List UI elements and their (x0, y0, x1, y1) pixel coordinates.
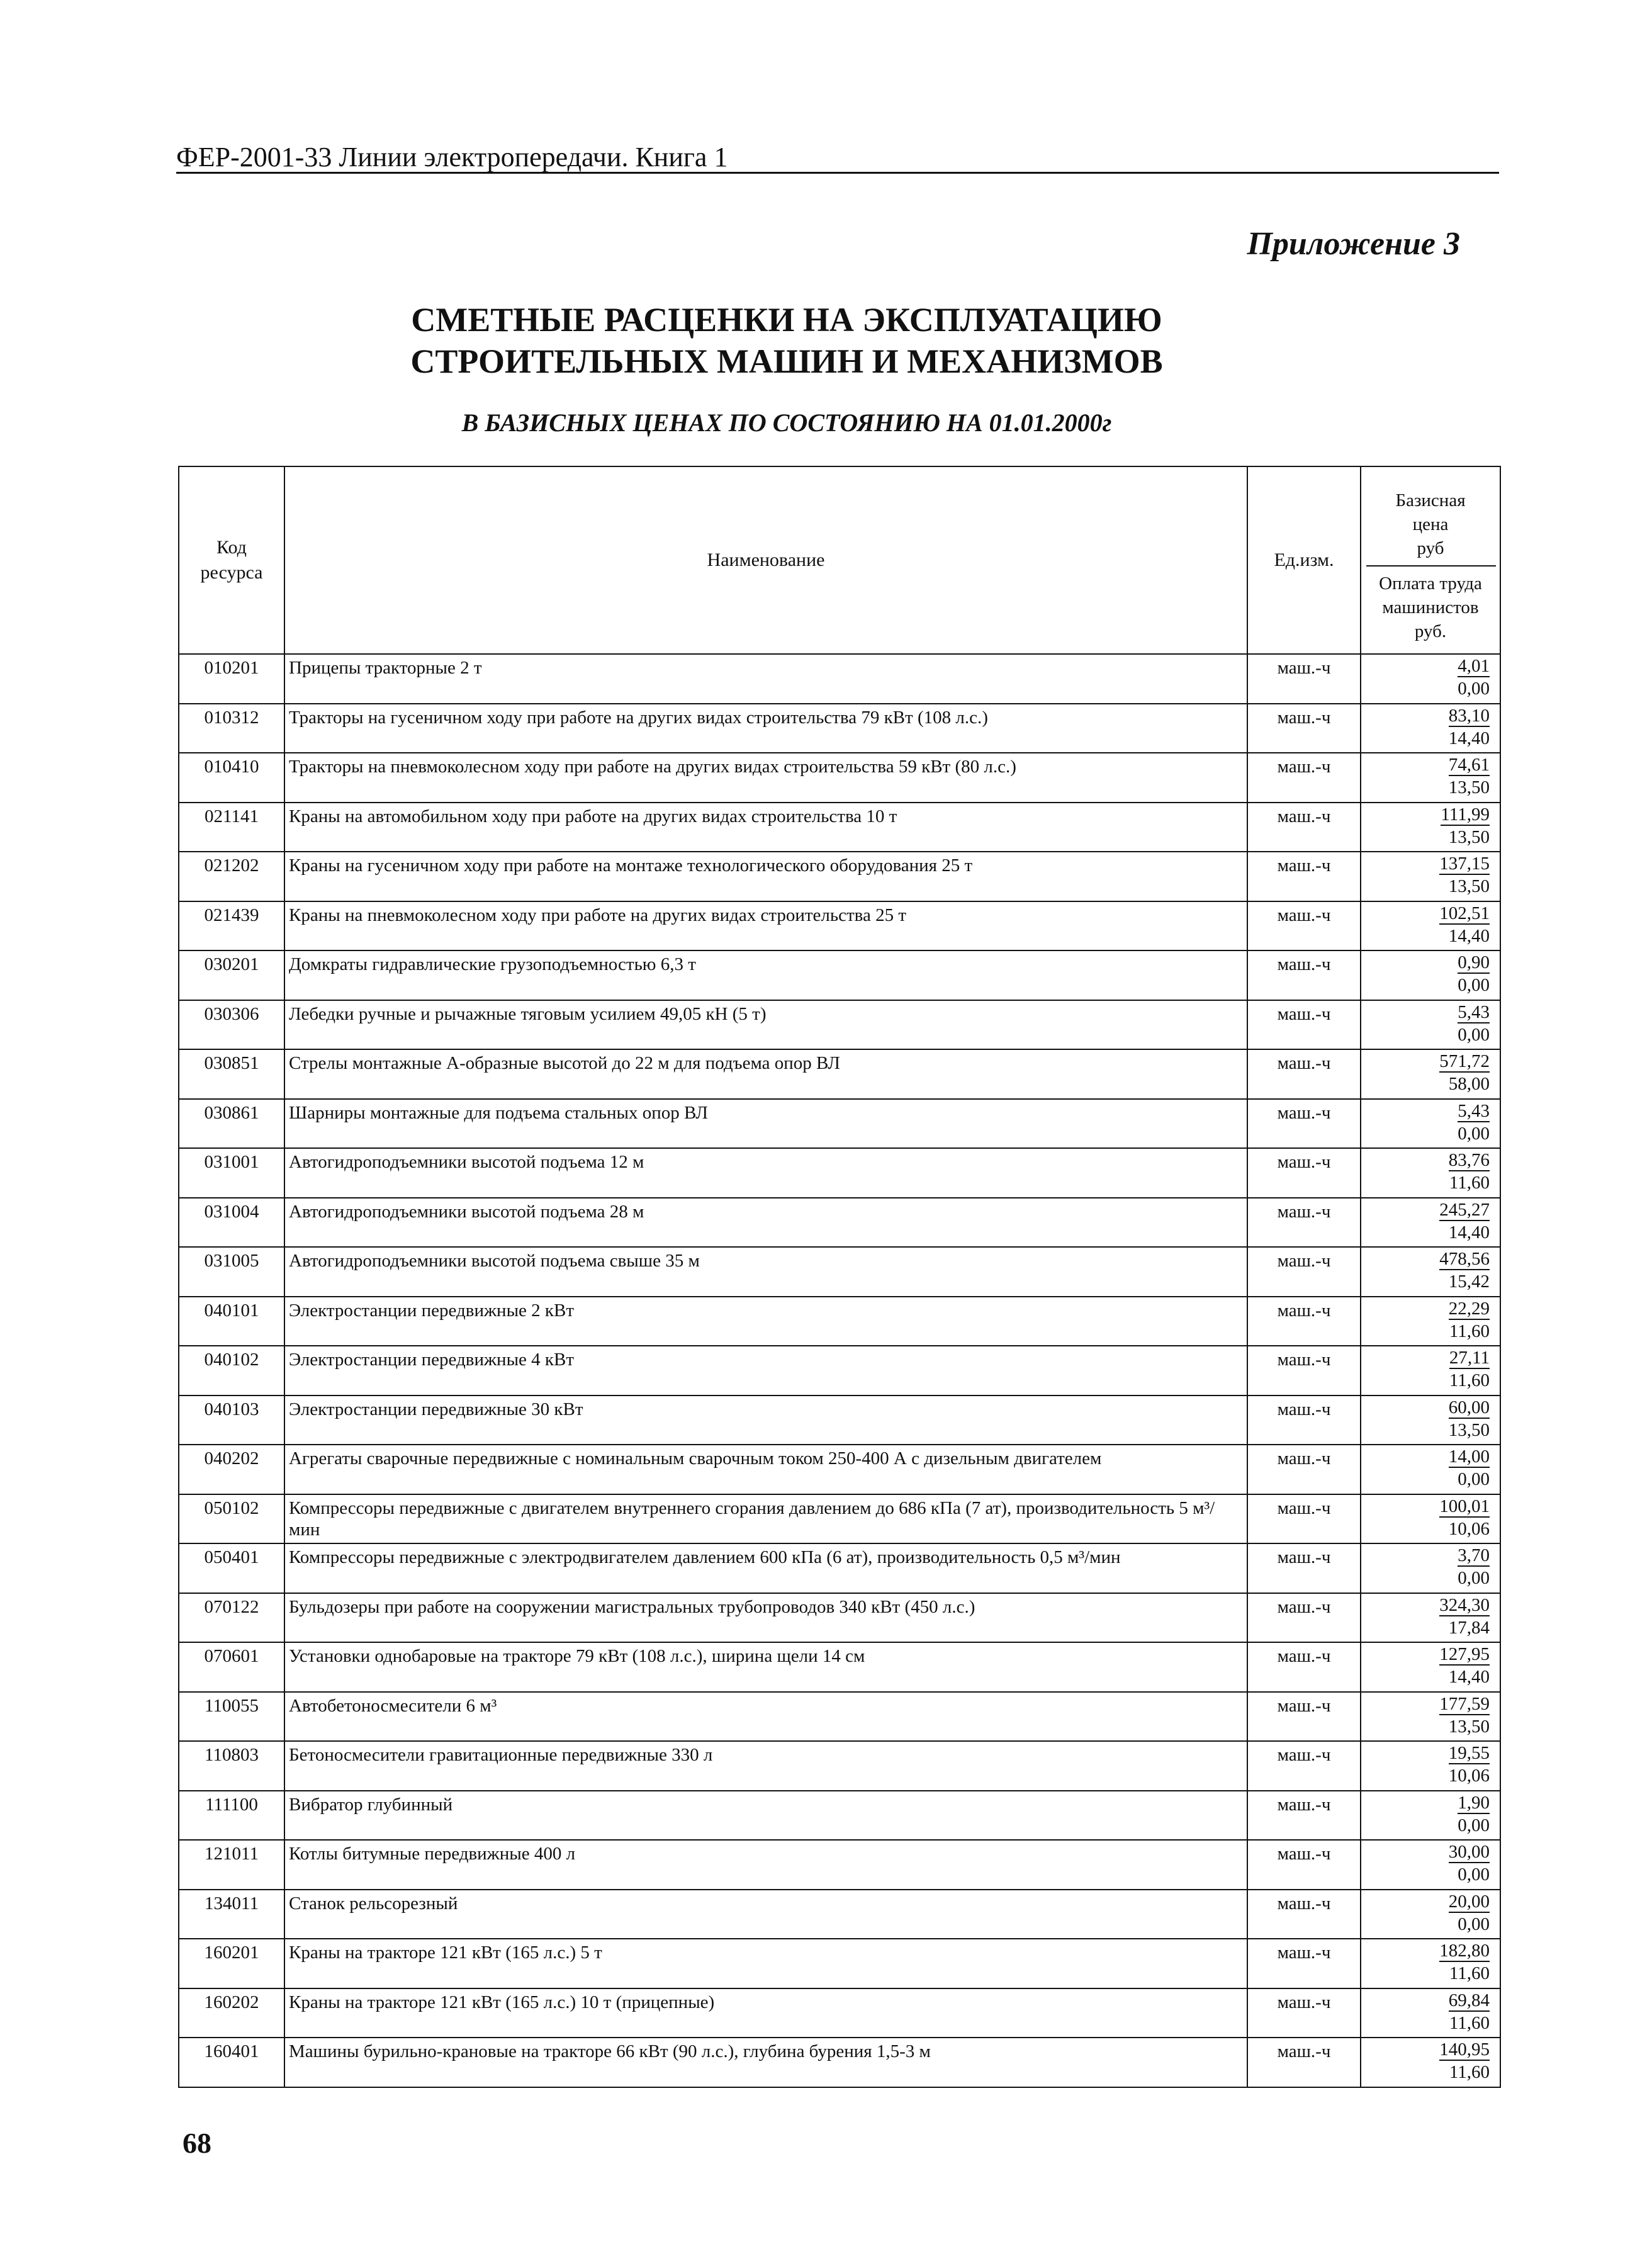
operator-pay: 14,40 (1448, 1667, 1490, 1687)
table-row (179, 1988, 1500, 2038)
resource-price-cell (1361, 1593, 1500, 1643)
resource-code: 021439 (179, 901, 284, 951)
table-row (179, 1148, 1500, 1198)
base-price-wrap (1361, 1643, 1500, 1666)
base-price: 5,43 (1458, 1100, 1490, 1121)
resource-price-cell (1361, 1890, 1500, 1939)
base-price-wrap (1361, 1495, 1500, 1518)
resource-name: Краны на тракторе 121 кВт (165 л.с.) 10 т (прицепные) (284, 1988, 1247, 2038)
resource-price-cell (1361, 753, 1500, 803)
resource-price-cell (1361, 1049, 1500, 1099)
operator-pay: 13,50 (1448, 777, 1490, 798)
base-price: 478,56 (1439, 1249, 1490, 1269)
header-unit: Ед.изм. (1247, 466, 1361, 654)
document-subtitle: В БАЗИСНЫХ ЦЕНАХ ПО СОСТОЯНИЮ НА 01.01.2000г (461, 409, 1112, 437)
resource-code: 010410 (179, 753, 284, 803)
base-price: 5,43 (1458, 1001, 1490, 1022)
operator-pay: 10,06 (1448, 1518, 1490, 1539)
page-number: 68 (183, 2127, 211, 2159)
resource-price-cell (1361, 704, 1500, 753)
header-operator-pay (1361, 567, 1500, 643)
base-price-wrap (1361, 1100, 1500, 1122)
rates-table (178, 466, 1501, 2088)
resource-name: Электростанции передвижные 4 кВт (284, 1346, 1247, 1396)
resource-unit: маш.-ч (1247, 1890, 1361, 1939)
header-pay-line1: Оплата труда (1379, 573, 1482, 594)
base-price-wrap (1361, 1989, 1500, 2012)
resource-code: 110055 (179, 1692, 284, 1742)
resource-price-cell (1361, 950, 1500, 1000)
resource-name: Электростанции передвижные 30 кВт (284, 1396, 1247, 1445)
resource-code: 031001 (179, 1148, 284, 1198)
resource-name: Краны на автомобильном ходу при работе на других видах строительства 10 т (284, 803, 1247, 852)
header-price-line1: Базисная (1395, 490, 1466, 510)
table-row (179, 1396, 1500, 1445)
resource-price-cell (1361, 654, 1500, 704)
header-code-line1: Код (216, 537, 247, 558)
resource-price-cell (1361, 1741, 1500, 1791)
resource-price-cell (1361, 1692, 1500, 1742)
resource-price-cell (1361, 901, 1500, 951)
resource-price-cell (1361, 852, 1500, 901)
base-price: 100,01 (1439, 1496, 1490, 1516)
resource-unit: маш.-ч (1247, 1741, 1361, 1791)
resource-unit: маш.-ч (1247, 1000, 1361, 1050)
resource-price-cell (1361, 1247, 1500, 1297)
resource-price-cell (1361, 1099, 1500, 1149)
appendix-label: Приложение 3 (1247, 226, 1460, 262)
base-price-wrap (1361, 1396, 1500, 1419)
base-price: 27,11 (1449, 1348, 1490, 1368)
base-price-wrap (1361, 1248, 1500, 1270)
table-row (179, 1000, 1500, 1050)
resource-name: Краны на гусеничном ходу при работе на монтаже технологического оборудования 25 т (284, 852, 1247, 901)
resource-price-cell (1361, 1198, 1500, 1248)
resource-code: 111100 (179, 1791, 284, 1841)
table-row (179, 1247, 1500, 1297)
resource-price-cell (1361, 1543, 1500, 1593)
base-price: 60,00 (1448, 1397, 1490, 1418)
resource-code: 050102 (179, 1494, 284, 1544)
base-price: 22,29 (1448, 1298, 1490, 1319)
resource-name: Тракторы на гусеничном ходу при работе на других видах строительства 79 кВт (108 л.с.) (284, 704, 1247, 753)
resource-name: Лебедки ручные и рычажные тяговым усилием 49,05 кН (5 т) (284, 1000, 1247, 1050)
base-price: 20,00 (1448, 1891, 1490, 1912)
resource-code: 040101 (179, 1297, 284, 1346)
resource-name: Компрессоры передвижные с двигателем внутреннего сгорания давлением до 686 кПа (7 ат), производительность 5 м³/мин (284, 1494, 1247, 1544)
resource-code: 121011 (179, 1840, 284, 1890)
resource-code: 040103 (179, 1396, 284, 1445)
base-price: 0,90 (1458, 952, 1490, 973)
title-line-2: СТРОИТЕЛЬНЫХ МАШИН И МЕХАНИЗМОВ (410, 342, 1163, 380)
resource-unit: маш.-ч (1247, 1247, 1361, 1297)
table-row (179, 1049, 1500, 1099)
header-price-line3: руб (1417, 538, 1444, 558)
resource-unit: маш.-ч (1247, 803, 1361, 852)
resource-price-cell (1361, 1396, 1500, 1445)
resource-name: Электростанции передвижные 2 кВт (284, 1297, 1247, 1346)
resource-unit: маш.-ч (1247, 753, 1361, 803)
base-price-wrap (1361, 1841, 1500, 1863)
base-price: 324,30 (1439, 1594, 1490, 1615)
resource-name: Прицепы тракторные 2 т (284, 654, 1247, 704)
table-row (179, 1791, 1500, 1841)
base-price-wrap (1361, 902, 1500, 925)
base-price-wrap (1361, 852, 1500, 875)
resource-name: Краны на тракторе 121 кВт (165 л.с.) 5 т (284, 1939, 1247, 1988)
resource-code: 030851 (179, 1049, 284, 1099)
resource-name: Краны на пневмоколесном ходу при работе на других видах строительства 25 т (284, 901, 1247, 951)
base-price-wrap (1361, 1346, 1500, 1369)
base-price: 140,95 (1439, 2039, 1490, 2060)
header-pay-line3: руб. (1414, 621, 1447, 641)
resource-name: Автогидроподъемники высотой подъема 12 м (284, 1148, 1247, 1198)
header-name: Наименование (284, 466, 1247, 654)
base-price: 83,76 (1448, 1150, 1490, 1170)
base-price-wrap (1361, 1198, 1500, 1221)
header-rule (176, 172, 1499, 174)
resource-unit: маш.-ч (1247, 1692, 1361, 1742)
table-row (179, 753, 1500, 803)
resource-name: Автобетоносмесители 6 м³ (284, 1692, 1247, 1742)
table-row (179, 1198, 1500, 1248)
resource-unit: маш.-ч (1247, 1099, 1361, 1149)
header-code-line2: ресурса (200, 562, 263, 583)
resource-name: Установки однобаровые на тракторе 79 кВт (108 л.с.), ширина щели 14 см (284, 1642, 1247, 1692)
resource-code: 134011 (179, 1890, 284, 1939)
resource-name: Бульдозеры при работе на сооружении магистральных трубопроводов 340 кВт (450 л.с.) (284, 1593, 1247, 1643)
base-price-wrap (1361, 655, 1500, 677)
resource-code: 010201 (179, 654, 284, 704)
operator-pay: 0,00 (1458, 1864, 1490, 1885)
base-price: 137,15 (1439, 854, 1490, 874)
operator-pay: 15,42 (1448, 1271, 1490, 1292)
table-row (179, 1939, 1500, 1988)
resource-price-cell (1361, 1000, 1500, 1050)
resource-code: 160201 (179, 1939, 284, 1988)
resource-name: Бетоносмесители гравитационные передвижные 330 л (284, 1741, 1247, 1791)
table-row (179, 1741, 1500, 1791)
base-price: 30,00 (1448, 1842, 1490, 1862)
resource-price-cell (1361, 1642, 1500, 1692)
resource-code: 070122 (179, 1593, 284, 1643)
table-body (179, 654, 1500, 2087)
resource-code: 050401 (179, 1543, 284, 1593)
resource-code: 070601 (179, 1642, 284, 1692)
base-price-wrap (1361, 1445, 1500, 1468)
operator-pay: 0,00 (1458, 1568, 1490, 1588)
base-price: 3,70 (1458, 1545, 1490, 1565)
resource-unit: маш.-ч (1247, 1791, 1361, 1841)
base-price-wrap (1361, 753, 1500, 776)
resource-price-cell (1361, 1297, 1500, 1346)
table-row (179, 1543, 1500, 1593)
resource-name: Тракторы на пневмоколесном ходу при работе на других видах строительства 59 кВт (80 л.с.) (284, 753, 1247, 803)
operator-pay: 11,60 (1449, 1173, 1490, 1193)
operator-pay: 10,06 (1448, 1766, 1490, 1786)
base-price: 1,90 (1458, 1792, 1490, 1813)
resource-unit: маш.-ч (1247, 704, 1361, 753)
resource-price-cell (1361, 1791, 1500, 1841)
running-header: ФЕР-2001-33 Линии электропередачи. Книга 1 (176, 142, 728, 172)
operator-pay: 14,40 (1448, 925, 1490, 946)
operator-pay: 17,84 (1448, 1617, 1490, 1638)
resource-price-cell (1361, 2038, 1500, 2087)
resource-unit: маш.-ч (1247, 1445, 1361, 1494)
base-price-wrap (1361, 1050, 1500, 1073)
operator-pay: 0,00 (1458, 1123, 1490, 1144)
resource-unit: маш.-ч (1247, 1593, 1361, 1643)
resource-unit: маш.-ч (1247, 1198, 1361, 1248)
operator-pay: 11,60 (1449, 1963, 1490, 1983)
operator-pay: 11,60 (1449, 1370, 1490, 1390)
document-title (315, 299, 1259, 382)
base-price-wrap (1361, 704, 1500, 727)
base-price-wrap (1361, 1001, 1500, 1023)
table-row (179, 1642, 1500, 1692)
table-row (179, 901, 1500, 951)
resource-code: 110803 (179, 1741, 284, 1791)
base-price-wrap (1361, 1890, 1500, 1913)
resource-code: 160401 (179, 2038, 284, 2087)
resource-code: 030306 (179, 1000, 284, 1050)
operator-pay: 13,50 (1448, 826, 1490, 847)
header-pay-line2: машинистов (1382, 597, 1479, 617)
base-price: 83,10 (1448, 705, 1490, 726)
table-row (179, 1692, 1500, 1742)
resource-code: 031004 (179, 1198, 284, 1248)
resource-price-cell (1361, 1445, 1500, 1494)
table-row (179, 1494, 1500, 1544)
base-price-wrap (1361, 1693, 1500, 1715)
resource-name: Котлы битумные передвижные 400 л (284, 1840, 1247, 1890)
resource-unit: маш.-ч (1247, 1939, 1361, 1988)
resource-name: Шарниры монтажные для подъема стальных опор ВЛ (284, 1099, 1247, 1149)
base-price: 14,00 (1448, 1446, 1490, 1467)
table-row (179, 1445, 1500, 1494)
resource-price-cell (1361, 1494, 1500, 1544)
resource-unit: маш.-ч (1247, 901, 1361, 951)
resource-price-cell (1361, 1988, 1500, 2038)
resource-code: 021141 (179, 803, 284, 852)
table-row (179, 950, 1500, 1000)
resource-name: Автогидроподъемники высотой подъема 28 м (284, 1198, 1247, 1248)
table-row (179, 1346, 1500, 1396)
operator-pay: 0,00 (1458, 975, 1490, 995)
table-row (179, 1593, 1500, 1643)
operator-pay: 13,50 (1448, 1419, 1490, 1440)
resource-unit: маш.-ч (1247, 1840, 1361, 1890)
operator-pay: 11,60 (1449, 1321, 1490, 1341)
resource-name: Автогидроподъемники высотой подъема свыше 35 м (284, 1247, 1247, 1297)
header-code (179, 466, 284, 654)
resource-unit: маш.-ч (1247, 1988, 1361, 2038)
resource-unit: маш.-ч (1247, 654, 1361, 704)
header-price (1361, 466, 1500, 654)
base-price: 177,59 (1439, 1693, 1490, 1714)
resource-name: Агрегаты сварочные передвижные с номинальным сварочным током 250-400 А с дизельным двигателем (284, 1445, 1247, 1494)
operator-pay: 58,00 (1448, 1074, 1490, 1094)
base-price-wrap (1361, 2038, 1500, 2061)
resource-unit: маш.-ч (1247, 852, 1361, 901)
base-price: 69,84 (1448, 1990, 1490, 2010)
operator-pay: 0,00 (1458, 1469, 1490, 1489)
operator-pay: 11,60 (1449, 2012, 1490, 2033)
resource-code: 021202 (179, 852, 284, 901)
table-row (179, 2038, 1500, 2087)
resource-name: Стрелы монтажные А-образные высотой до 22 м для подъема опор ВЛ (284, 1049, 1247, 1099)
operator-pay: 0,00 (1458, 679, 1490, 699)
header-base-price (1361, 477, 1500, 565)
table-row (179, 1099, 1500, 1149)
table-row (179, 852, 1500, 901)
base-price: 245,27 (1439, 1199, 1490, 1220)
resource-price-cell (1361, 1840, 1500, 1890)
table-row (179, 704, 1500, 753)
base-price: 127,95 (1439, 1644, 1490, 1664)
base-price: 571,72 (1439, 1051, 1490, 1071)
base-price-wrap (1361, 1297, 1500, 1320)
resource-code: 031005 (179, 1247, 284, 1297)
base-price-wrap (1361, 1149, 1500, 1171)
resource-unit: маш.-ч (1247, 1494, 1361, 1544)
operator-pay: 11,60 (1449, 2062, 1490, 2082)
resource-code: 040102 (179, 1346, 284, 1396)
base-price-wrap (1361, 1742, 1500, 1764)
operator-pay: 0,00 (1458, 1024, 1490, 1045)
resource-unit: маш.-ч (1247, 1297, 1361, 1346)
resource-price-cell (1361, 803, 1500, 852)
base-price: 4,01 (1458, 656, 1490, 676)
resource-code: 040202 (179, 1445, 284, 1494)
resource-unit: маш.-ч (1247, 1346, 1361, 1396)
resource-price-cell (1361, 1346, 1500, 1396)
operator-pay: 14,40 (1448, 1222, 1490, 1243)
header-price-line2: цена (1412, 514, 1449, 534)
operator-pay: 0,00 (1458, 1914, 1490, 1934)
table-header-row (179, 466, 1500, 654)
base-price: 19,55 (1448, 1743, 1490, 1763)
base-price-wrap (1361, 803, 1500, 826)
operator-pay: 0,00 (1458, 1815, 1490, 1835)
operator-pay: 14,40 (1448, 728, 1490, 748)
resource-name: Компрессоры передвижные с электродвигателем давлением 600 кПа (6 ат), производительность 0,5 м³/мин (284, 1543, 1247, 1593)
base-price: 102,51 (1439, 903, 1490, 923)
table-row (179, 1890, 1500, 1939)
operator-pay: 13,50 (1448, 1716, 1490, 1737)
resource-code: 160202 (179, 1988, 284, 2038)
resource-price-cell (1361, 1939, 1500, 1988)
table-row (179, 1297, 1500, 1346)
resource-code: 030861 (179, 1099, 284, 1149)
resource-unit: маш.-ч (1247, 1642, 1361, 1692)
resource-unit: маш.-ч (1247, 1396, 1361, 1445)
resource-unit: маш.-ч (1247, 1049, 1361, 1099)
operator-pay: 13,50 (1448, 876, 1490, 896)
base-price: 74,61 (1448, 755, 1490, 775)
base-price: 182,80 (1439, 1941, 1490, 1961)
base-price: 111,99 (1441, 804, 1490, 825)
base-price-wrap (1361, 1594, 1500, 1616)
base-price-wrap (1361, 1939, 1500, 1962)
resource-name: Домкраты гидравлические грузоподъемностью 6,3 т (284, 950, 1247, 1000)
table-row (179, 1840, 1500, 1890)
resource-name: Станок рельсорезный (284, 1890, 1247, 1939)
resource-unit: маш.-ч (1247, 1148, 1361, 1198)
base-price-wrap (1361, 951, 1500, 974)
resource-code: 030201 (179, 950, 284, 1000)
title-line-1: СМЕТНЫЕ РАСЦЕНКИ НА ЭКСПЛУАТАЦИЮ (411, 301, 1162, 339)
resource-unit: маш.-ч (1247, 2038, 1361, 2087)
resource-unit: маш.-ч (1247, 1543, 1361, 1593)
base-price-wrap (1361, 1544, 1500, 1567)
resource-price-cell (1361, 1148, 1500, 1198)
table-row (179, 803, 1500, 852)
resource-code: 010312 (179, 704, 284, 753)
resource-name: Вибратор глубинный (284, 1791, 1247, 1841)
table-row (179, 654, 1500, 704)
base-price-wrap (1361, 1791, 1500, 1814)
resource-unit: маш.-ч (1247, 950, 1361, 1000)
resource-name: Машины бурильно-крановые на тракторе 66 кВт (90 л.с.), глубина бурения 1,5-3 м (284, 2038, 1247, 2087)
